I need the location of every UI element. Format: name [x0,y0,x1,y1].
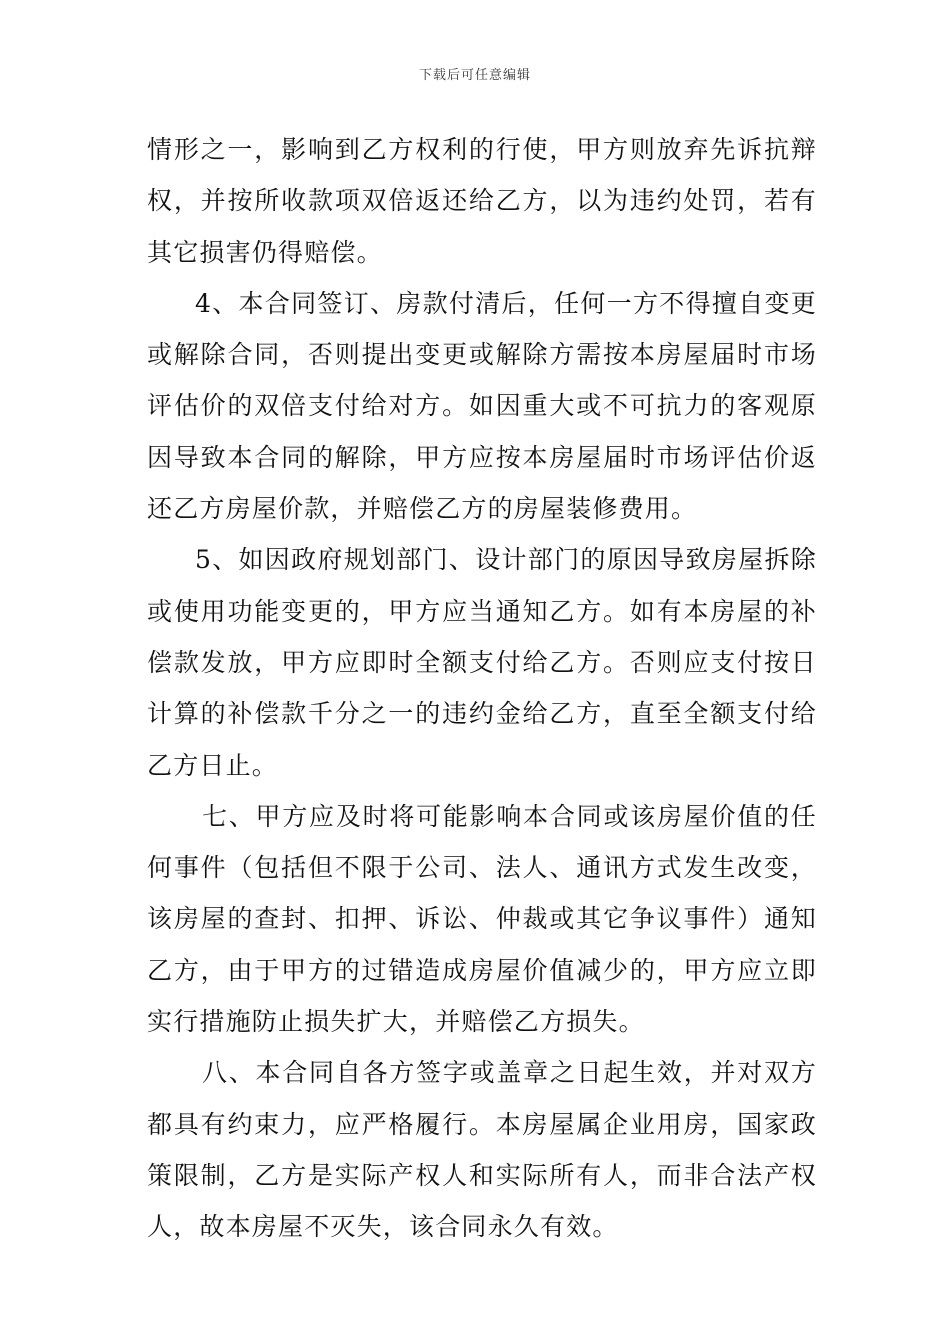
paragraph-continuation: 情形之一，影响到乙方权利的行使，甲方则放弃先诉抗辩权，并按所收款项双倍返还给乙方，以为违约处罚，若有其它损害仍得赔偿。 [147,135,817,267]
paragraph-article-7: 七、甲方应及时将可能影响本合同或该房屋价值的任何事件（包括但不限于公司、法人、通讯方式发生改变，该房屋的查封、扣押、诉讼、仲裁或其它争议事件）通知乙方，由于甲方的过错造成房屋价值减少的，甲方应立即实行措施防止损失扩大，并赔偿乙方损失。 [147,801,817,1037]
paragraph-clause-4: 4、本合同签订、房款付清后，任何一方不得擅自变更或解除合同，否则提出变更或解除方需按本房屋届时市场评估价的双倍支付给对方。如因重大或不可抗力的客观原因导致本合同的解除，甲方应按本房屋届时市场评估价返还乙方房屋价款，并赔偿乙方的房屋装修费用。 [147,288,817,524]
document-body [147,124,817,1253]
paragraph-article-8: 八、本合同自各方签字或盖章之日起生效，并对双方都具有约束力，应严格履行。本房屋属企业用房，国家政策限制，乙方是实际产权人和实际所有人，而非合法产权人，故本房屋不灭失，该合同永久有效。 [147,1058,817,1242]
page-header-note: 下载后可任意编辑 [418,68,531,83]
paragraph-clause-5: 5、如因政府规划部门、设计部门的原因导致房屋拆除或使用功能变更的，甲方应当通知乙方。如有本房屋的补偿款发放，甲方应即时全额支付给乙方。否则应支付按日计算的补偿款千分之一的违约金给乙方，直至全额支付给乙方日止。 [147,545,817,780]
